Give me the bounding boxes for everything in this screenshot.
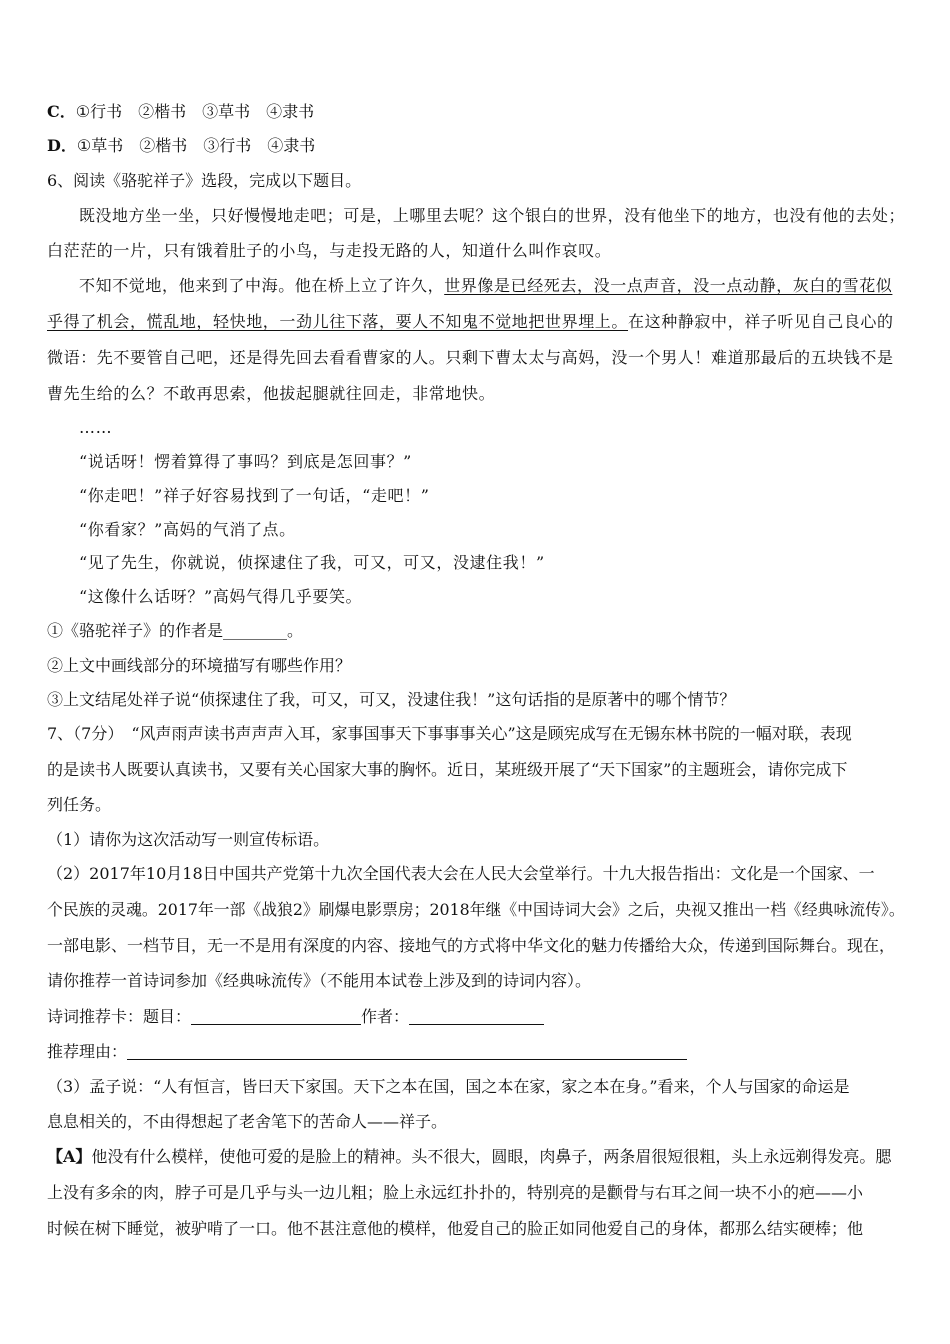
task-1: （1）请你为这次活动写一则宣传标语。 bbox=[47, 830, 330, 849]
task-2-line3: 一部电影、一档节目，无一不是用有深度的内容、接地气的方式将中华文化的魅力传播给大众，传递到国际舞台。现在， bbox=[47, 936, 896, 955]
option-c-text: ①行书 ②楷书 ③草书 ④隶书 bbox=[75, 102, 315, 121]
option-c-label: C． bbox=[47, 102, 76, 121]
option-d-text: ①草书 ②楷书 ③行书 ④隶书 bbox=[76, 136, 316, 155]
excerpt-a-line3: 时候在树下睡觉，被驴啃了一口。他不甚注意他的模样，他爱自己的脸正如同他爱自己的身体，都那么结实硬棒；他 bbox=[47, 1219, 864, 1238]
task-2-line2: 个民族的灵魂。2017年一部《战狼2》刷爆电影票房；2018年继《中国诗词大会》之后，央视又推出一档《经典咏流传》。 bbox=[47, 900, 905, 919]
dialogue-line-1: “说话呀！愣着算得了事吗？到底是怎回事？” bbox=[79, 452, 412, 471]
recommendation-reason bbox=[47, 1041, 687, 1063]
option-c bbox=[47, 101, 314, 123]
question-7-intro-line2: 的是读书人既要认真读书，又要有关心国家大事的胸怀。近日，某班级开展了“天下国家”的主题班会，请你完成下 bbox=[47, 760, 848, 779]
underlined-environment-description-cont: 乎得了机会，慌乱地，轻快地，一劲儿往下落，要人不知鬼不觉地把世界埋上。 bbox=[47, 312, 629, 331]
passage-p1-line2: 白茫茫的一片，只有饿着肚子的小鸟，与走投无路的人，知道什么叫作哀叹。 bbox=[47, 241, 612, 260]
excerpt-a-tag: 【A】 bbox=[47, 1147, 92, 1166]
option-d bbox=[47, 135, 315, 157]
option-d-label: D． bbox=[47, 136, 77, 155]
passage-ellipsis: …… bbox=[79, 418, 113, 437]
underlined-environment-description: 世界像是已经死去，没一点声音，没一点动静，灰白的雪花似 bbox=[444, 276, 893, 295]
passage-p2-line1 bbox=[79, 275, 892, 297]
sub-question-1: ①《骆驼祥子》的作者是________。 bbox=[47, 621, 304, 640]
card-title-label: 诗词推荐卡：题目： bbox=[47, 1007, 192, 1026]
excerpt-a-line2: 上没有多余的肉，脖子可是几乎与头一边儿粗；脸上永远红扑扑的，特别亮的是颧骨与右耳之间一块不小的疤——小 bbox=[47, 1183, 864, 1202]
question-7-intro-line3: 列任务。 bbox=[47, 795, 112, 814]
task-2-line1: （2）2017年10月18日中国共产党第十九次全国代表大会在人民大会堂举行。十九大报告指出：文化是一个国家、一 bbox=[47, 864, 875, 883]
dialogue-line-3: “你看家？”高妈的气消了点。 bbox=[79, 520, 296, 539]
task-3-line2: 息息相关的，不由得想起了老舍笔下的苦命人——祥子。 bbox=[47, 1112, 448, 1131]
reason-blank[interactable] bbox=[127, 1043, 687, 1060]
passage-p2-line1-plain: 不知不觉地，他来到了中海。他在桥上立了许久， bbox=[79, 276, 445, 295]
passage-p2-line3: 微语：先不要管自己吧，还是得先回去看看曹家的人。只剩下曹太太与高妈，没一个男人！难道那最后的五块钱不是 bbox=[47, 348, 894, 367]
question-7-intro-line1: 7、（7分） “风声雨声读书声声声入耳，家事国事天下事事事关心”这是顾宪成写在无锡东林书院的一幅对联，表现 bbox=[47, 724, 852, 743]
card-title-blank[interactable] bbox=[191, 1008, 361, 1025]
poem-recommendation-card bbox=[47, 1006, 544, 1028]
passage-p1-line1: 既没地方坐一坐，只好慢慢地走吧；可是，上哪里去呢？这个银白的世界，没有他坐下的地方，也没有他的去处； bbox=[79, 206, 906, 225]
excerpt-a-line1-text: 他没有什么模样，使他可爱的是脸上的精神。头不很大，圆眼，肉鼻子，两条眉很短很粗，头上永远剃得发亮。腮 bbox=[91, 1147, 892, 1166]
card-author-label: 作者： bbox=[361, 1007, 410, 1026]
task-2-line4: 请你推荐一首诗词参加《经典咏流传》（不能用本试卷上涉及到的诗词内容）。 bbox=[47, 971, 592, 990]
excerpt-a-line1 bbox=[47, 1146, 891, 1168]
passage-p2-line2 bbox=[47, 311, 894, 333]
passage-p2-line2-plain: 在这种静寂中，祥子听见自己良心的 bbox=[628, 312, 894, 331]
dialogue-line-4: “见了先生，你就说，侦探逮住了我，可又，可又，没逮住我！” bbox=[79, 553, 545, 572]
sub-question-3: ③上文结尾处祥子说“侦探逮住了我，可又，可又，没逮住我！”这句话指的是原著中的哪个情节？ bbox=[47, 690, 736, 709]
dialogue-line-5: “这像什么话呀？”高妈气得几乎要笑。 bbox=[79, 587, 363, 606]
reason-label: 推荐理由： bbox=[47, 1042, 128, 1061]
question-6-title: 6、阅读《骆驼祥子》选段，完成以下题目。 bbox=[47, 171, 362, 190]
task-3-line1: （3）孟子说：“人有恒言，皆曰天下家国。天下之本在国，国之本在家，家之本在身。”看来，个人与国家的命运是 bbox=[47, 1077, 850, 1096]
sub-question-2: ②上文中画线部分的环境描写有哪些作用？ bbox=[47, 656, 352, 675]
passage-p2-line4: 曹先生给的么？不敢再思索，他拔起腿就往回走，非常地快。 bbox=[47, 384, 496, 403]
dialogue-line-2: “你走吧！”祥子好容易找到了一句话，“走吧！” bbox=[79, 486, 430, 505]
card-author-blank[interactable] bbox=[409, 1008, 544, 1025]
